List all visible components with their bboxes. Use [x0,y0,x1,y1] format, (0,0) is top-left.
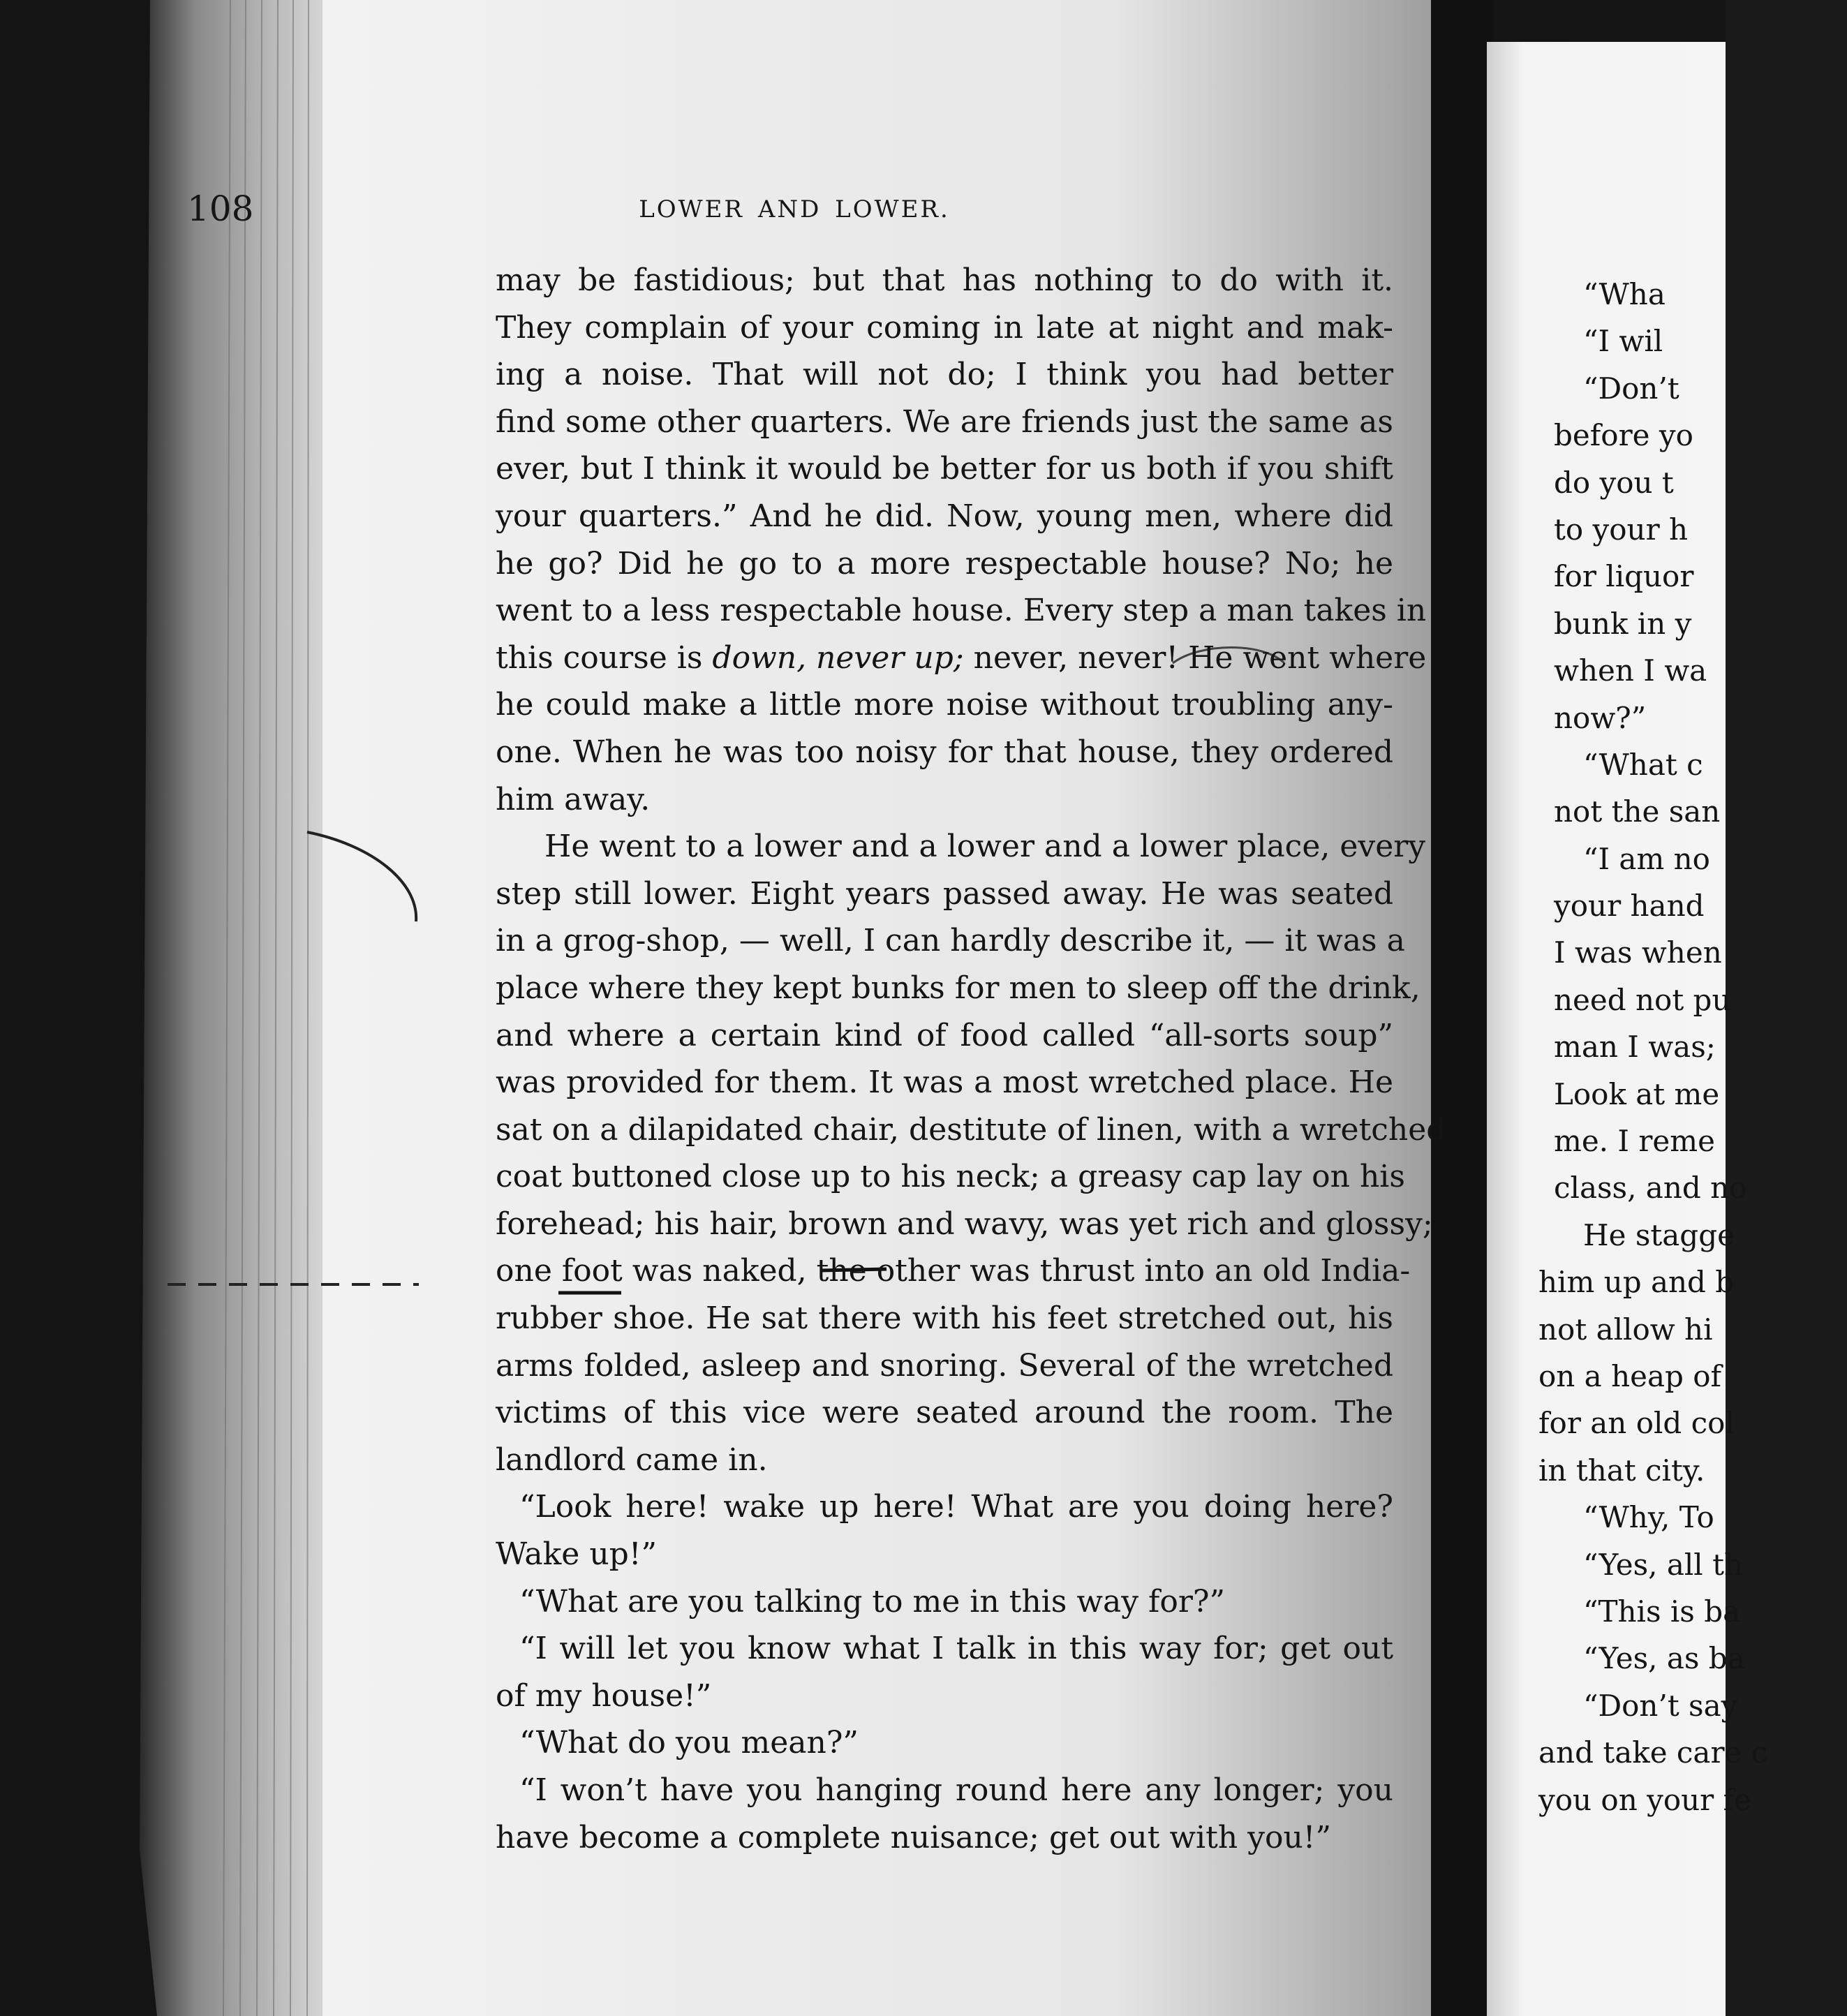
text-segment: rubber shoe. He sat there with his feet stretched out, his [496,1300,1393,1337]
text-line: “This is ba [1583,1594,1741,1629]
text-segment: find some other quarters. We are friends just the same as [496,403,1393,440]
text-segment: was provided for them. It was a most wretched place. He [496,1065,1393,1101]
text-line: your hand [1554,889,1705,924]
text-line [496,1153,1405,1201]
gutter-shadow [1431,0,1494,2016]
text-segment: ing a noise. That will not do; I think you had better [496,357,1393,393]
text-line [496,304,1393,352]
right-page-text [1538,271,1847,1823]
text-line: He stagge [1583,1217,1735,1252]
text-line: do you t [1554,465,1674,500]
text-line [496,1059,1393,1106]
text-line: “I wil [1583,324,1663,359]
text-line: for an old col [1538,1406,1735,1441]
page-header [187,188,1402,233]
text-segment: forehead; his hair, brown and wavy, was yet rich and glossy; [496,1206,1433,1242]
text-line [496,1767,1393,1814]
text-segment: of my house!” [496,1677,712,1714]
text-segment: him away. [496,781,651,817]
right-page [1494,0,1768,2016]
text-line [496,399,1393,446]
text-line [496,1625,1393,1673]
text-line [496,776,1393,824]
text-line: and take care c [1538,1735,1768,1770]
text-line: to your h [1554,512,1689,547]
text-line: “Yes, as ba [1583,1641,1745,1676]
text-segment: landlord came in. [496,1441,768,1478]
text-segment: “I will let you know what I talk in this way for; get out [519,1631,1393,1667]
text-segment: victims of this vice were seated around the room. The [496,1395,1393,1431]
text-line [496,1578,1393,1626]
text-segment: “I won’t have you hanging round here any longer; you [519,1772,1393,1808]
text-line: “Don’t say [1583,1688,1738,1723]
text-segment: He went to a lower and a lower and a lower place, every [544,829,1426,865]
text-segment: he go? Did he go to a more respectable house? No; he [496,545,1393,581]
text-line [496,1437,1393,1484]
text-line: now?” [1554,700,1647,735]
text-segment: and where a certain kind of food called “all-sorts soup” [496,1017,1393,1053]
text-line [496,257,1393,304]
text-segment: your quarters.” And he did. Now, young men, where did [496,498,1393,534]
text-line [496,1247,1411,1295]
text-line: me. I reme [1554,1124,1715,1159]
text-line [496,917,1405,965]
text-line [496,1719,1393,1767]
text-line [496,445,1393,493]
text-line [496,729,1393,776]
text-line: when I wa [1554,653,1707,688]
text-line: “Don’t [1583,371,1679,406]
text-line [496,1342,1393,1390]
text-line [496,1814,1393,1862]
text-segment: never, never! He went where [963,639,1427,676]
text-line [496,493,1393,540]
text-line [496,635,1427,682]
text-line: “Yes, all th [1583,1547,1744,1582]
text-line [496,1201,1433,1248]
text-line: man I was; [1554,1030,1716,1065]
text-line: him up and b [1538,1265,1735,1300]
text-segment: “What are you talking to me in this way for?” [519,1583,1225,1620]
text-segment: place where they kept bunks for men to sleep off the drink, [496,970,1421,1006]
text-segment: one. When he was too noisy for that house, they ordered [496,734,1393,770]
italic-phrase: down, never up; [712,639,964,676]
text-line: not allow hi [1538,1312,1713,1347]
text-line: for liquor [1554,559,1694,594]
text-line [496,1531,1393,1578]
text-line: need not pu [1554,982,1731,1017]
text-line: before yo [1554,418,1693,453]
text-line: on a heap of [1538,1358,1722,1393]
left-page-text [496,257,1446,1861]
text-line: “I am no [1583,841,1710,876]
running-head: LOWER AND LOWER. [639,195,950,223]
text-line: I was when [1554,935,1722,970]
text-segment: ever, but I think it would be better for us both if you shift [496,451,1393,487]
text-line [496,870,1393,918]
text-line: “Wha [1583,277,1666,311]
text-segment: They complain of your coming in late at night and mak- [496,309,1393,346]
text-segment: one foot was naked, the other was thrust into an old India- [496,1253,1411,1289]
text-segment: arms folded, asleep and snoring. Several of the wretched [496,1347,1393,1384]
text-line [496,823,1426,870]
text-segment: in a grog-shop, — well, I can hardly describe it, — it was a [496,923,1405,959]
page-stack-edges [140,0,328,2016]
text-line [496,681,1393,729]
text-line [496,351,1393,399]
text-line [496,1389,1393,1437]
text-line: class, and no [1554,1171,1747,1206]
text-line [496,1012,1393,1060]
text-line [496,1673,1393,1720]
text-segment: Wake up!” [496,1536,657,1573]
text-line: “What c [1583,747,1703,782]
text-line: you on your fe [1538,1782,1751,1817]
text-line [496,1106,1446,1154]
text-segment: “Look here! wake up here! What are you doing here? [519,1489,1393,1525]
text-line: in that city. [1538,1453,1705,1488]
text-line: “Why, To [1583,1500,1714,1535]
text-segment: he could make a little more noise without troubling any- [496,687,1393,723]
text-line: Look at me [1554,1076,1720,1111]
text-segment: step still lower. Eight years passed away. He was seated [496,875,1393,912]
text-segment: went to a less respectable house. Every step a man takes in [496,593,1427,629]
text-segment: “What do you mean?” [519,1725,859,1761]
text-line [496,1295,1393,1342]
text-line: not the san [1554,794,1721,829]
text-segment: have become a complete nuisance; get out with you!” [496,1819,1331,1855]
page-number: 108 [187,188,254,229]
text-line [496,1483,1393,1531]
text-line [496,965,1421,1012]
text-segment: may be fastidious; but that has nothing to do with it. [496,262,1393,298]
text-line [496,587,1427,635]
text-segment: coat buttoned close up to his neck; a greasy cap lay on his [496,1159,1405,1195]
text-line: bunk in y [1554,606,1692,641]
text-segment: sat on a dilapidated chair, destitute of linen, with a wretched [496,1111,1446,1148]
text-segment: this course is [496,639,713,676]
text-line [496,540,1393,588]
